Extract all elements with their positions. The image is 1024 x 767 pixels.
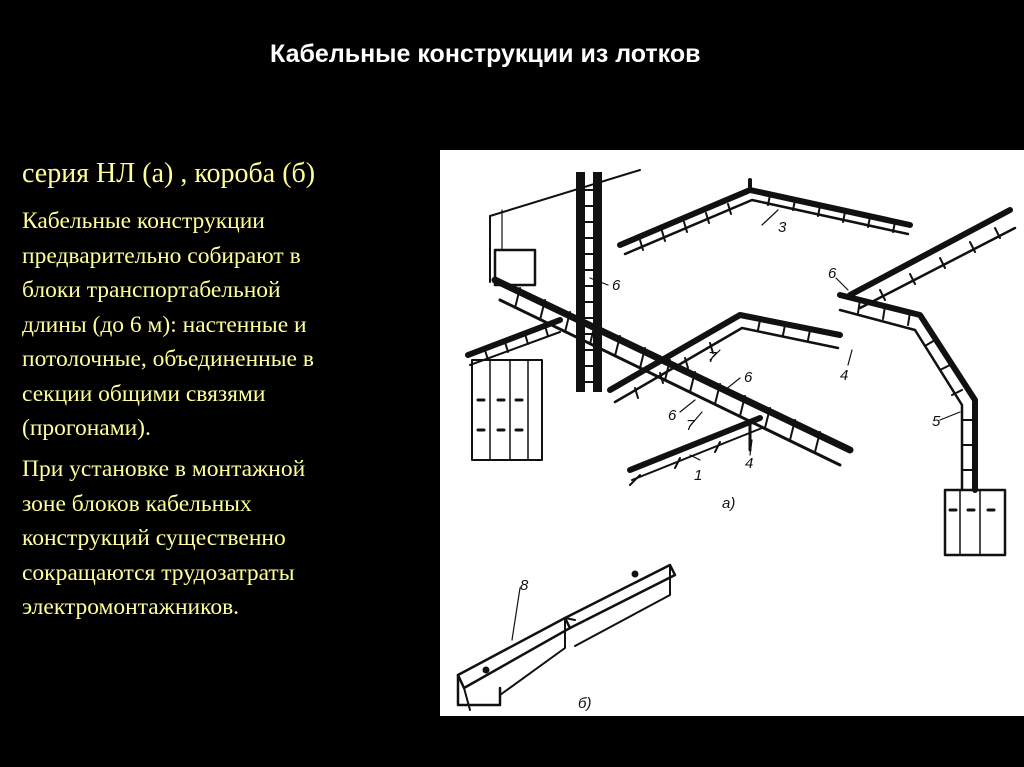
label-8: 8 — [520, 577, 529, 594]
label-6: 6 — [612, 277, 621, 294]
label-6: 6 — [668, 407, 677, 424]
label-a: а) — [722, 495, 736, 512]
paragraph-line: Кабельные конструкции — [22, 208, 265, 234]
label-6: 6 — [828, 265, 837, 282]
paragraph-assembly — [22, 204, 422, 446]
paragraph-line: потолочные, объединенные в — [22, 346, 314, 372]
paragraph-line: предварительно собирают в — [22, 242, 301, 269]
tray-right-ladder — [840, 210, 1015, 490]
right-cabinet — [945, 490, 1005, 555]
label-1: 1 — [694, 467, 703, 484]
tray-top — [620, 180, 910, 254]
tray-left-wall — [468, 320, 560, 460]
tray-main-diagonal — [495, 250, 850, 465]
label-b: б) — [578, 695, 592, 712]
vertical-ladder — [576, 172, 602, 392]
label-6: 6 — [744, 369, 753, 386]
slide-title: Кабельные конструкции из лотков — [270, 40, 701, 68]
wall-outline — [490, 170, 640, 282]
paragraph-line: секции общими связями — [22, 380, 266, 407]
paragraph-line: сокращаются трудозатраты — [22, 559, 295, 586]
label-7: 7 — [686, 417, 695, 434]
cable-tray-illustration — [440, 150, 1024, 716]
label-7: 7 — [708, 349, 717, 366]
paragraph-installation — [22, 452, 422, 625]
label-4: 4 — [840, 367, 849, 384]
paragraph-line: зоне блоков кабельных — [22, 490, 252, 517]
label-5: 5 — [932, 413, 941, 430]
paragraph-line: длины (до 6 м): настенные и — [22, 311, 307, 338]
paragraph-line: конструкций существенно — [22, 525, 286, 551]
label-4: 4 — [745, 455, 754, 472]
paragraph-line: (прогонами). — [22, 415, 151, 441]
slide-subtitle: серия НЛ (а) , короба (б) — [22, 158, 316, 189]
paragraph-line: При установке в монтажной — [22, 456, 306, 482]
paragraph-line: электромонтажников. — [22, 594, 240, 620]
paragraph-line: блоки транспортабельной — [22, 277, 281, 303]
cable-box — [458, 565, 675, 710]
label-3: 3 — [778, 219, 787, 236]
